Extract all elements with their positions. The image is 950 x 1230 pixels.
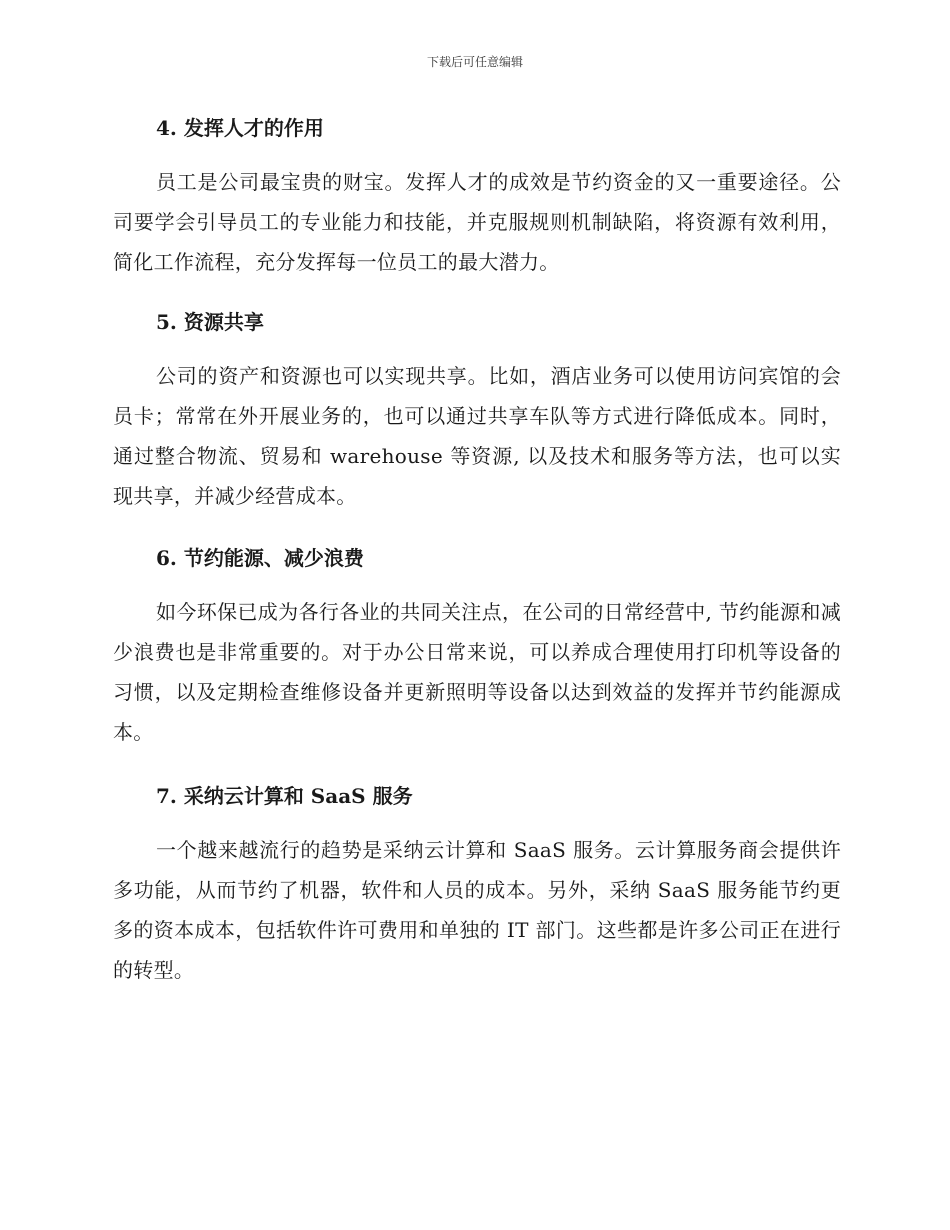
section-heading-4: 4. 发挥人才的作用	[156, 116, 324, 140]
section-body-6: 如今环保已成为各行各业的共同关注点，在公司的日常经营中, 节约能源和减少浪费也是非常重要的。对于办公日常来说，可以养成合理使用打印机等设备的习惯，以及定期检查维修设备并更新照明等设备以达到效益的发挥并节约能源成本。	[113, 600, 841, 744]
section-body-7: 一个越来越流行的趋势是采纳云计算和 SaaS 服务。云计算服务商会提供许多功能，从而节约了机器，软件和人员的成本。另外，采纳 SaaS 服务能节约更多的资本成本，包括软件许可费用和单独的 IT 部门。这些都是许多公司正在进行的转型。	[113, 838, 841, 982]
section-body-5: 公司的资产和资源也可以实现共享。比如，酒店业务可以使用访问宾馆的会员卡；常常在外开展业务的，也可以通过共享车队等方式进行降低成本。同时，通过整合物流、贸易和 warehouse 等资源, 以及技术和服务等方法，也可以实现共享，并减少经营成本。	[113, 364, 841, 508]
section-heading-6: 6. 节约能源、减少浪费	[156, 546, 364, 570]
section-heading-5: 5. 资源共享	[156, 310, 264, 334]
section-body-4: 员工是公司最宝贵的财宝。发挥人才的成效是节约资金的又一重要途径。公司要学会引导员工的专业能力和技能，并克服规则机制缺陷，将资源有效利用，简化工作流程，充分发挥每一位员工的最大潜力。	[113, 170, 841, 274]
page-header: 下载后可任意编辑	[426, 55, 523, 69]
section-heading-7: 7. 采纳云计算和 SaaS 服务	[156, 784, 413, 808]
